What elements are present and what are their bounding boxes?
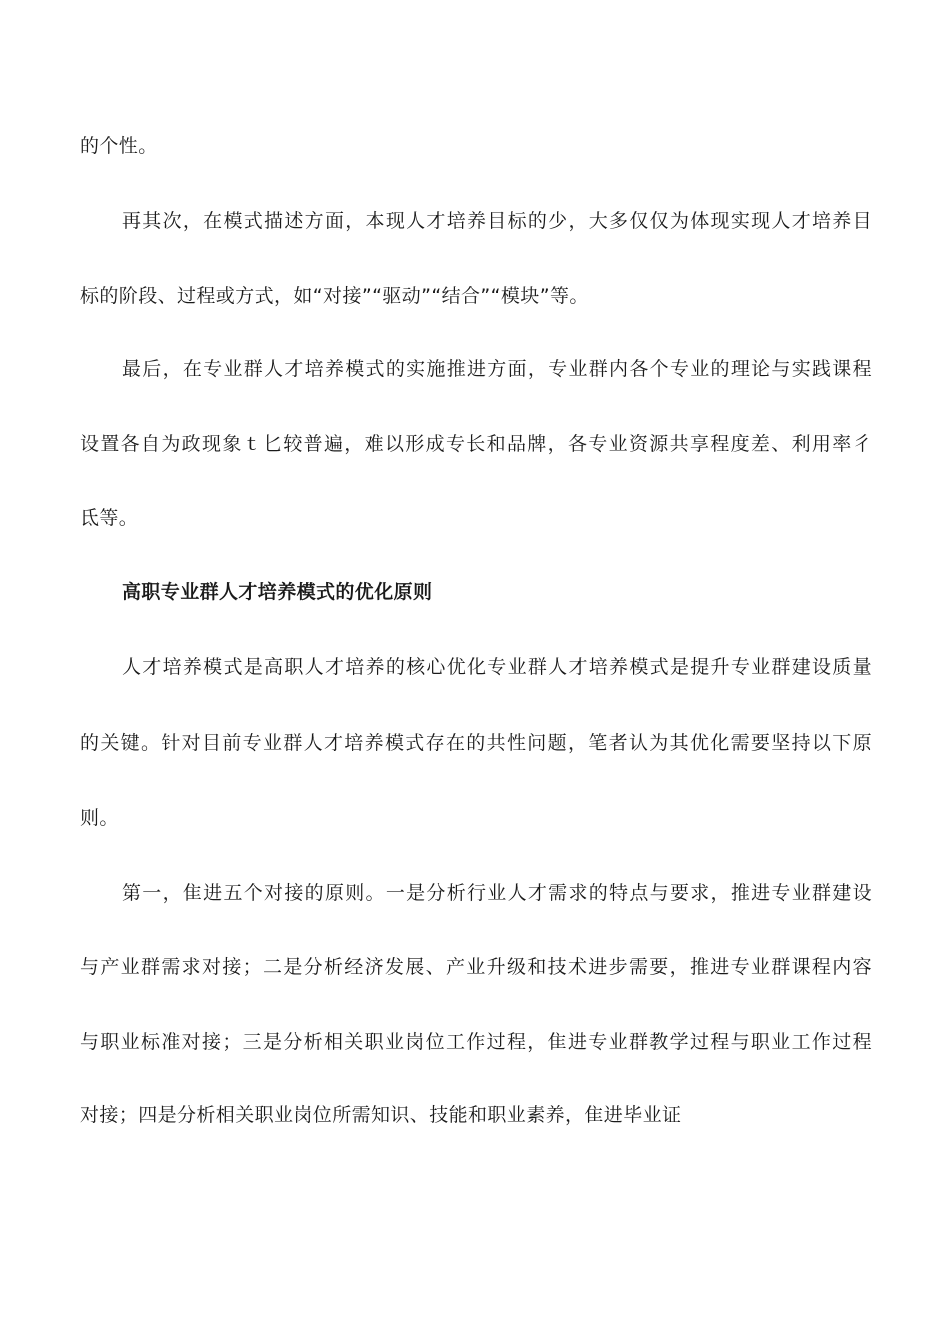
paragraph-line: 的关键。针对目前专业群人才培养模式存在的共性问题，笔者认为其优化需要坚持以下原 xyxy=(80,732,872,754)
paragraph-line: 的个性。 xyxy=(80,135,158,157)
paragraph-line: 与产业群需求对接；二是分析经济发展、产业升级和技术进步需要，推进专业群课程内容 xyxy=(80,956,872,978)
paragraph-line: 设置各自为政现象ｔ匕较普遍，难以形成专长和品牌，各专业资源共享程度差、利用率彳 xyxy=(80,433,872,455)
paragraph-line: 对接；四是分析相关职业岗位所需知识、技能和职业素养，隹进毕业证 xyxy=(80,1104,682,1126)
paragraph-line: 则。 xyxy=(80,807,119,829)
paragraph-line: 标的阶段、过程或方式，如“对接”“驱动”“结合”“模块”等。 xyxy=(80,285,589,307)
paragraph-line: 氐等。 xyxy=(80,507,139,529)
paragraph-line: 人才培养模式是高职人才培养的核心优化专业群人才培养模式是提升专业群建设质量 xyxy=(122,656,872,678)
paragraph-line: 最后，在专业群人才培养模式的实施推进方面，专业群内各个专业的理论与实践课程 xyxy=(122,358,872,380)
paragraph-line: 再其次，在模式描述方面，本现人才培养目标的少，大多仅仅为体现实现人才培养目 xyxy=(122,210,872,232)
paragraph-line: 与职业标准对接；三是分析相关职业岗位工作过程，隹进专业群教学过程与职业工作过程 xyxy=(80,1031,872,1053)
paragraph-line: 第一，隹进五个对接的原则。一是分析行业人才需求的特点与要求，推进专业群建设 xyxy=(122,882,872,904)
section-heading: 高职专业群人才培养模式的优化原则 xyxy=(122,581,433,603)
